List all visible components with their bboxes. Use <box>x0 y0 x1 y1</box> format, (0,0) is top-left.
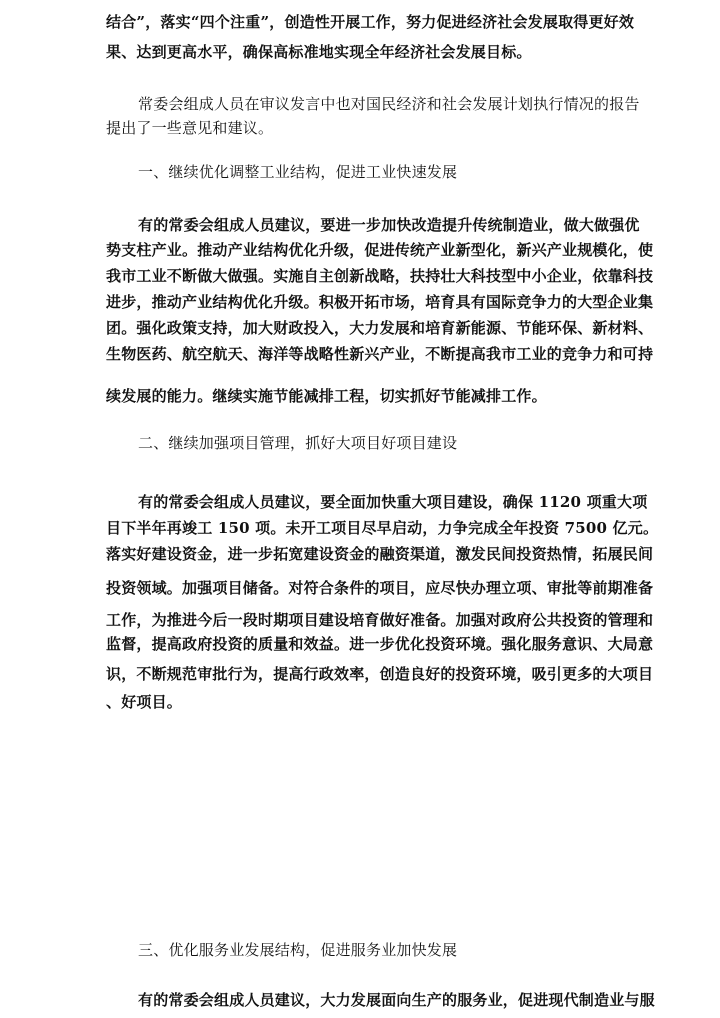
section3-line-1: 有的常委会组成人员建议，大力发展面向生产的服务业，促进现代制造业与服 <box>138 991 655 1009</box>
section2-line-8: 、好项目。 <box>106 693 183 711</box>
section2-line-1: 有的常委会组成人员建议，要全面加快重大项目建设，确保 1120 项重大项 <box>138 493 648 511</box>
opinion-line-1: 常委会组成人员在审议发言中也对国民经济和社会发展计划执行情况的报告 <box>138 95 640 113</box>
section3-heading: 三、优化服务业发展结构，促进服务业加快发展 <box>138 941 458 959</box>
section2-line-3: 落实好建设资金，进一步拓宽建设资金的融资渠道，激发民间投资热情，拓展民间 <box>106 545 654 563</box>
section1-line-2: 势支柱产业。推动产业结构优化升级，促进传统产业新型化，新兴产业规模化，使 <box>106 241 654 259</box>
opinion-line-2: 提出了一些意见和建议。 <box>106 119 274 137</box>
section1-line-4: 进步，推动产业结构优化升级。积极开拓市场，培育具有国际竞争力的大型企业集 <box>106 293 654 311</box>
section2-line-2: 目下半年再竣工 150 项。未开工项目尽早启动，力争完成全年投资 7500 亿元。 <box>106 519 659 537</box>
section1-line-7: 续发展的能力。继续实施节能减排工程，切实抓好节能减排工作。 <box>106 387 547 405</box>
section2-line-6: 监督，提高政府投资的质量和效益。进一步优化投资环境。强化服务意识、大局意 <box>106 635 654 653</box>
section2-heading: 二、继续加强项目管理，抓好大项目好项目建设 <box>138 434 458 452</box>
section2-line-5: 工作，为推进今后一段时期项目建设培育做好准备。加强对政府公共投资的管理和 <box>106 611 654 629</box>
intro-line-1: 结合”，落实“四个注重”，创造性开展工作，努力促进经济社会发展取得更好效 <box>106 13 635 31</box>
section1-line-5: 团。强化政策支持，加大财政投入，大力发展和培育新能源、节能环保、新材料、 <box>106 319 654 337</box>
section2-line-4: 投资领域。加强项目储备。对符合条件的项目，应尽快办理立项、审批等前期准备 <box>106 579 654 597</box>
section1-line-3: 我市工业不断做大做强。实施自主创新战略，扶持壮大科技型中小企业，依靠科技 <box>106 267 654 285</box>
intro-line-2: 果、达到更高水平，确保高标准地实现全年经济社会发展目标。 <box>106 43 532 61</box>
section1-line-1: 有的常委会组成人员建议，要进一步加快改造提升传统制造业，做大做强优 <box>138 216 640 234</box>
section2-line-7: 识，不断规范审批行为，提高行政效率，创造良好的投资环境，吸引更多的大项目 <box>106 665 654 683</box>
section1-line-6: 生物医药、航空航天、海洋等战略性新兴产业，不断提高我市工业的竞争力和可持 <box>106 345 654 363</box>
section1-heading: 一、继续优化调整工业结构，促进工业快速发展 <box>138 163 458 181</box>
